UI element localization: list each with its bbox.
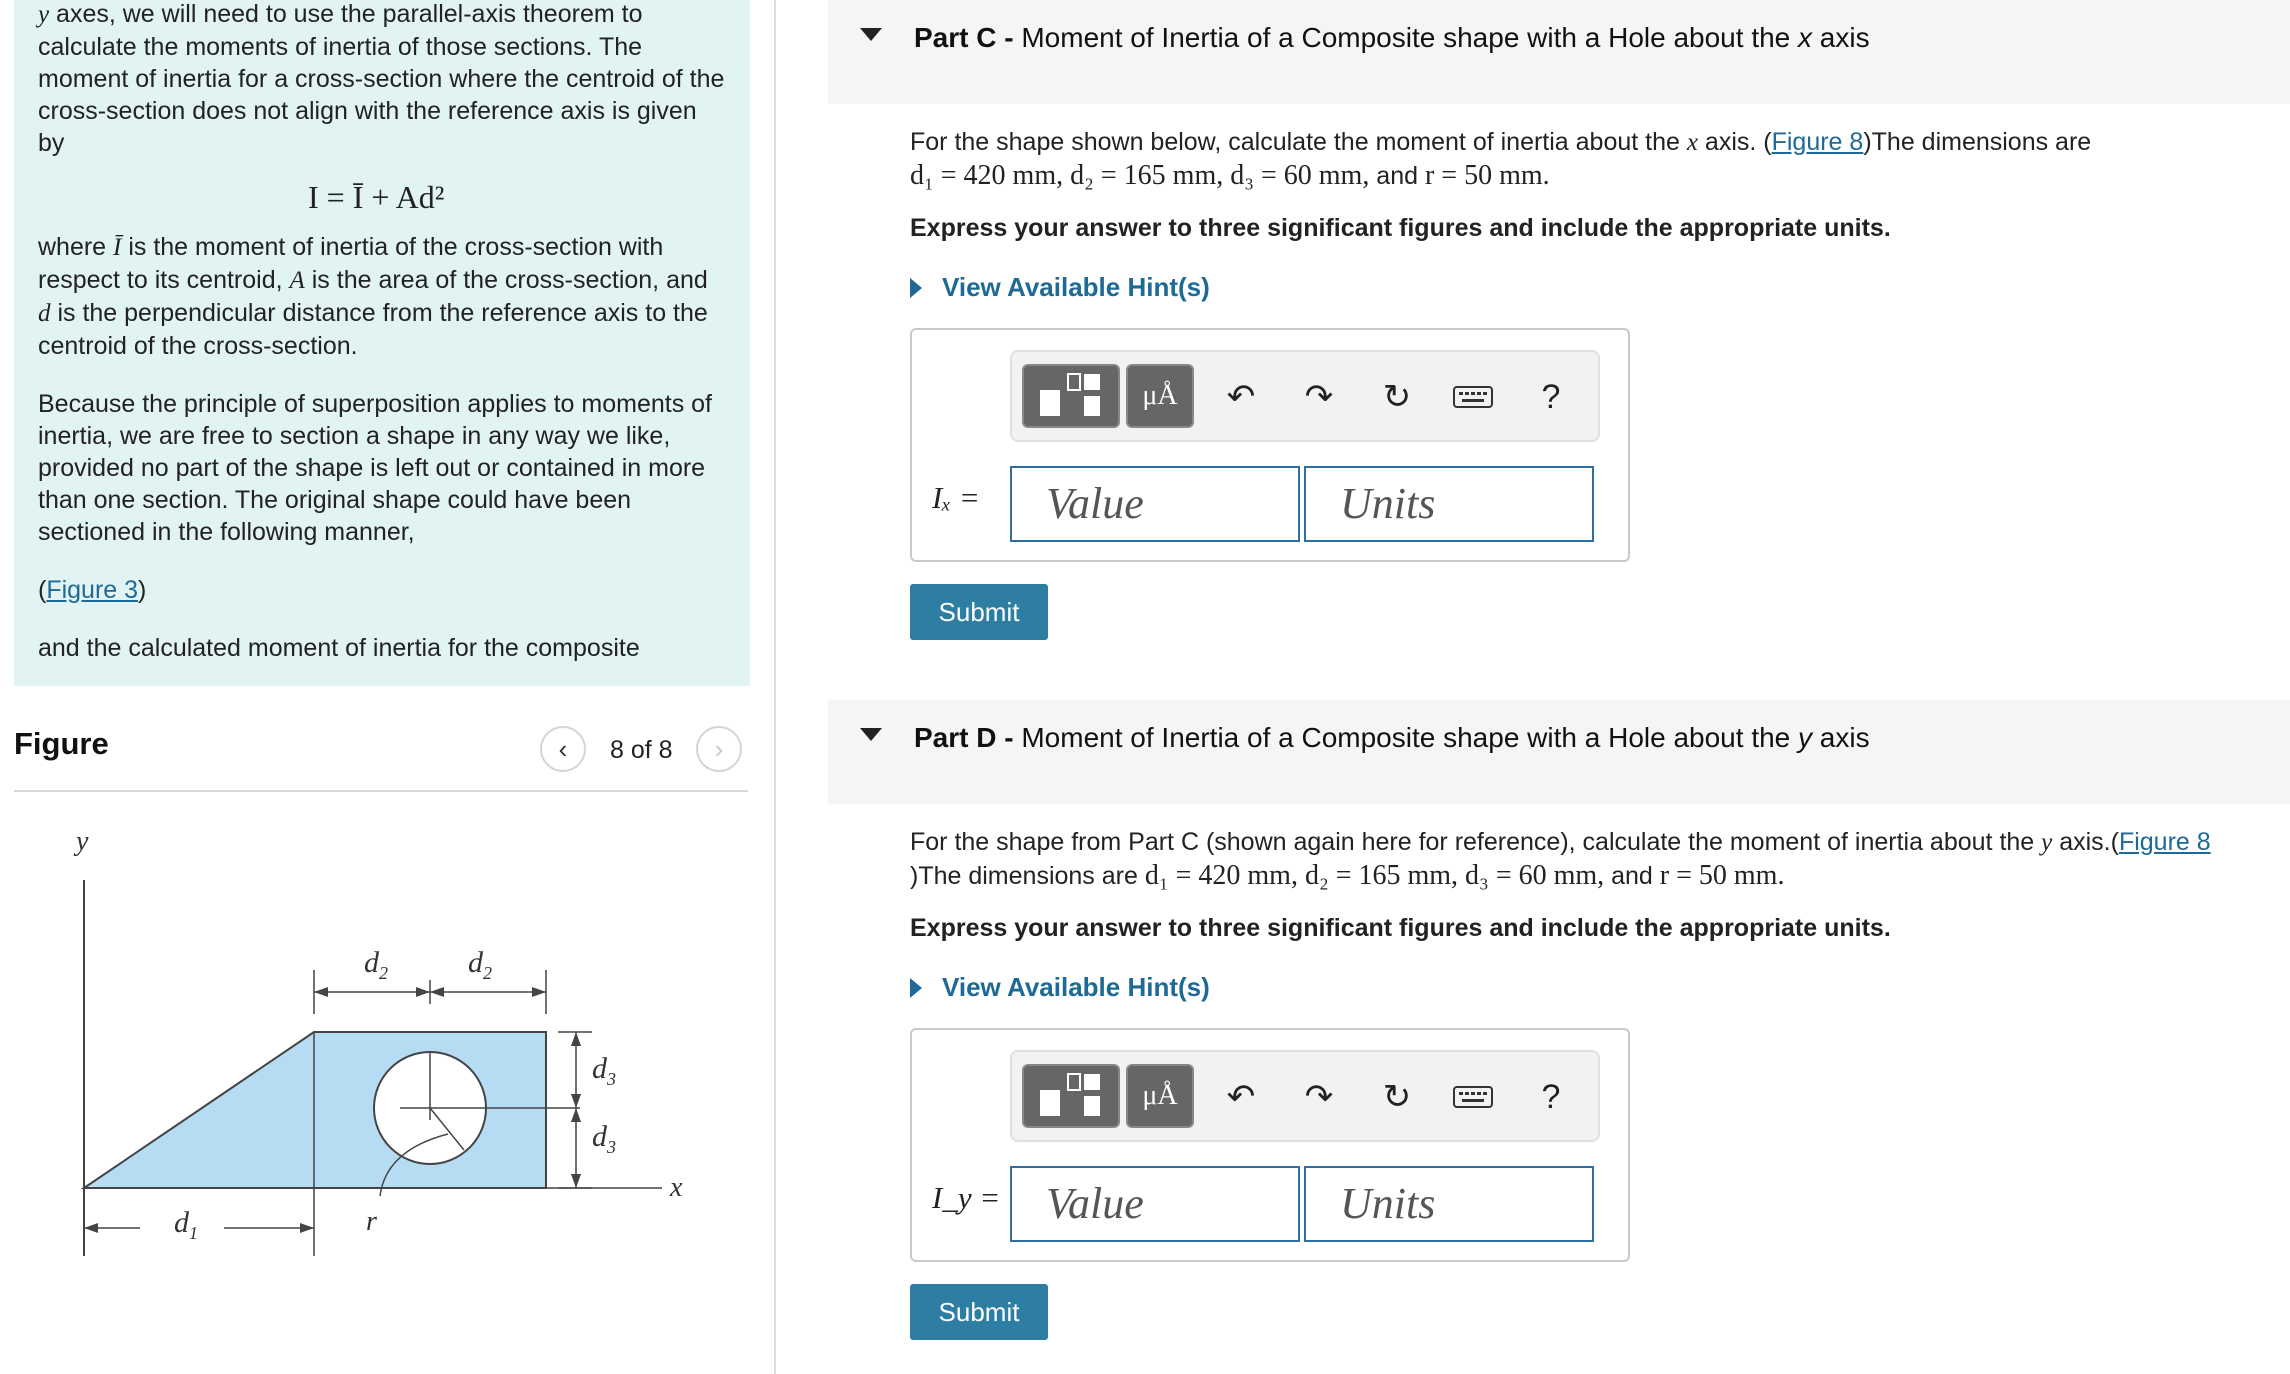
d3-bottom-label: $d_3$ xyxy=(592,1120,616,1157)
part-c-header[interactable] xyxy=(828,0,2290,104)
d1-label: $d_1$ xyxy=(174,1206,198,1243)
intro-paragraph-1: y axes, we will need to use the parallel-axis theorem to calculate the moments of inertia of those sections. The moment of inertia for a cross-section where the centroid of the cross-section does not align with the reference axis is given by xyxy=(38,0,725,157)
units-input[interactable]: Units xyxy=(1304,466,1594,542)
intro-paragraph-2: where Ī is the moment of inertia of the cross-section with respect to its centroid, A is the area of the cross-section, and d is the perpendicular distance from the reference axis to the centroid of the cross-section. xyxy=(38,233,708,360)
intro-paragraph-4: and the calculated moment of inertia for the composite xyxy=(38,634,640,662)
redo-icon[interactable]: ↷ xyxy=(1304,378,1334,416)
chevron-left-icon: ‹ xyxy=(558,733,568,764)
parallel-axis-formula: I = Ī + Ad² xyxy=(308,179,445,215)
keyboard-icon[interactable] xyxy=(1450,374,1496,420)
part-c-submit-button[interactable]: Submit xyxy=(910,584,1048,640)
undo-icon[interactable]: ↶ xyxy=(1226,378,1256,416)
d3-top-label: $d_3$ xyxy=(592,1052,616,1089)
intro-paragraph-3: Because the principle of superposition applies to moments of inertia, we are free to section a shape in any way we like, provided no part of the shape is left out or contained in more than one section. The original shape could have been sectioned in the following manner, xyxy=(38,390,712,546)
part-d-submit-button[interactable]: Submit xyxy=(910,1284,1048,1340)
figure-8-link[interactable]: Figure 8 xyxy=(2118,828,2211,856)
figure-3-link[interactable]: Figure 3 xyxy=(46,576,139,604)
templates-icon xyxy=(1024,1066,1118,1126)
help-button[interactable]: ? xyxy=(1541,1077,1561,1116)
part-d-question: For the shape from Part C (shown again here for reference), calculate the moment of inertia about the y axis.(Figure 8 )The dimensions are d₁ = 420 mm, d₂ = 165 mm, d₃ = 60 mm, and r = 50 mm. xyxy=(910,828,2211,891)
collapse-triangle-icon[interactable] xyxy=(860,28,882,41)
help-button[interactable]: ? xyxy=(1541,377,1561,416)
part-d-title: Part D - Moment of Inertia of a Composite shape with a Hole about the y axis xyxy=(914,722,1870,753)
ix-variable-label: Iₓ = xyxy=(932,480,980,515)
value-input[interactable]: Value xyxy=(1010,466,1300,542)
intro-panel xyxy=(14,0,750,686)
d2-right-label: $d_2$ xyxy=(468,946,492,983)
part-d-instruction: Express your answer to three significant figures and include the appropriate units. xyxy=(910,914,1891,942)
expand-triangle-icon xyxy=(910,278,922,298)
collapse-triangle-icon[interactable] xyxy=(860,728,882,741)
figure-title: Figure xyxy=(14,726,109,761)
part-c-instruction: Express your answer to three significant figures and include the appropriate units. xyxy=(910,214,1891,242)
next-figure-button[interactable] xyxy=(696,726,742,772)
units-input[interactable]: Units xyxy=(1304,1166,1594,1242)
part-c-hint-toggle[interactable]: View Available Hint(s) xyxy=(910,272,1210,303)
part-c-title: Part C - Moment of Inertia of a Composite shape with a Hole about the x axis xyxy=(914,22,1870,53)
pane-divider[interactable] xyxy=(774,0,776,1374)
redo-icon[interactable]: ↷ xyxy=(1304,1078,1334,1116)
expand-triangle-icon xyxy=(910,978,922,998)
value-input[interactable]: Value xyxy=(1010,1166,1300,1242)
figure3-reference: (Figure 3) xyxy=(38,576,147,604)
part-d-hint-toggle[interactable]: View Available Hint(s) xyxy=(910,972,1210,1003)
d2-left-label: $d_2$ xyxy=(364,946,388,983)
previous-figure-button[interactable] xyxy=(540,726,586,772)
figure-header xyxy=(14,722,748,792)
part-d-header[interactable] xyxy=(828,700,2290,804)
reset-icon[interactable]: ↻ xyxy=(1382,1078,1412,1116)
part-c-question: For the shape shown below, calculate the moment of inertia about the x axis. (Figure 8)The dimensions are d₁ = 420 mm, d₂ = 165 mm, d₃ = 60 mm, and r = 50 mm. xyxy=(910,128,2092,191)
x-axis-label: x xyxy=(670,1172,683,1203)
math-toolbar xyxy=(1010,1050,1600,1142)
chevron-right-icon: › xyxy=(714,733,724,764)
template-button[interactable] xyxy=(1022,364,1120,428)
r-label: r xyxy=(366,1206,377,1237)
figure-8-link[interactable]: Figure 8 xyxy=(1771,128,1864,156)
part-d-answer-box xyxy=(910,1028,1630,1262)
iy-variable-label: I_y = xyxy=(932,1180,1001,1215)
math-toolbar xyxy=(1010,350,1600,442)
figure-8-drawing xyxy=(40,820,700,1270)
part-c-answer-box xyxy=(910,328,1630,562)
units-symbol-button[interactable]: μÅ xyxy=(1126,1064,1194,1128)
templates-icon xyxy=(1024,366,1118,426)
undo-icon[interactable]: ↶ xyxy=(1226,1078,1256,1116)
units-symbol-button[interactable]: μÅ xyxy=(1126,364,1194,428)
template-button[interactable] xyxy=(1022,1064,1120,1128)
reset-icon[interactable]: ↻ xyxy=(1382,378,1412,416)
keyboard-icon[interactable] xyxy=(1450,1074,1496,1120)
figure-count: 8 of 8 xyxy=(610,736,673,764)
y-axis-label: y xyxy=(76,826,89,857)
